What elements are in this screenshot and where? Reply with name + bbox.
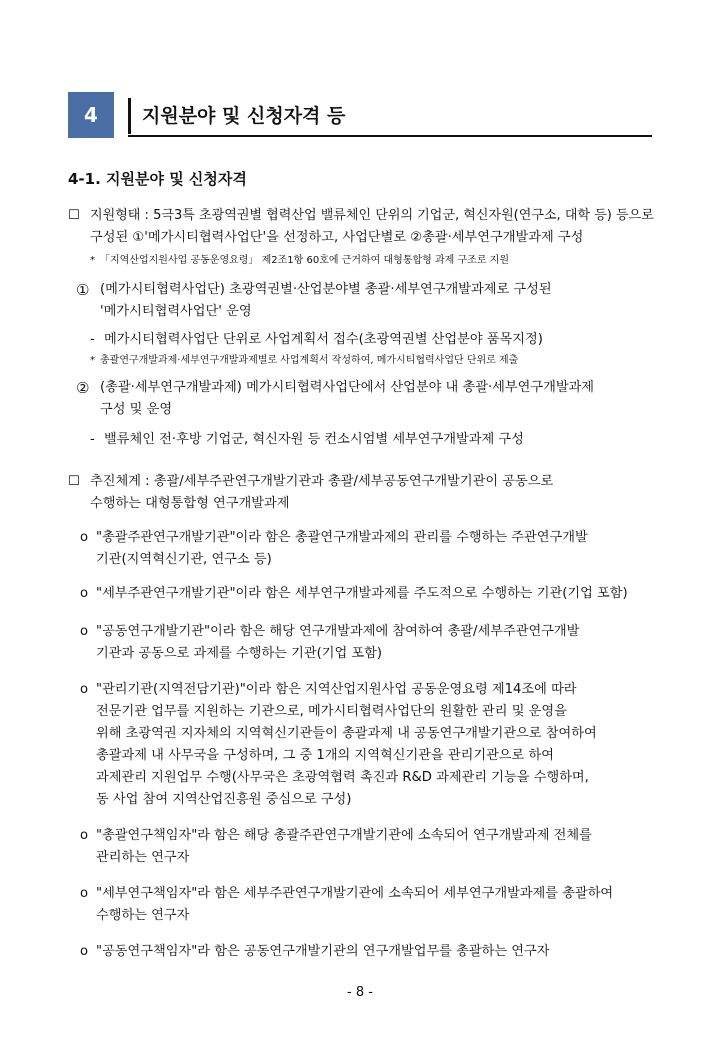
bullet-4-line-4: 총괄과제 내 사무국을 구성하며, 그 중 1개의 지역혁신기관을 관리기관으로 하여 xyxy=(96,748,554,763)
bullet-4-line-2: 전문기관 업무를 지원하는 기관으로, 메가시티협력사업단의 원활한 관리 및 운영을 xyxy=(96,704,567,719)
bullet-4-line-5: 과제관리 지원업무 수행(사무국은 초광역협력 촉진과 R&D 과제관리 기능을 수행하며, xyxy=(96,770,589,785)
section-title: 지원분야 및 신청자격 등 xyxy=(142,105,346,127)
bullet-4-line-3: 위해 초광역권 지자체의 지역혁신기관들이 총괄과제 내 공동연구개발기관으로 참여하여 xyxy=(96,726,597,741)
bullet-circle-icon: o xyxy=(80,828,89,843)
item2-dash-text: 밸류체인 전·후방 기업군, 혁신자원 등 컨소시엄별 세부연구개발과제 구성 xyxy=(104,432,524,447)
section-header xyxy=(68,92,652,138)
circled-two-icon: ② xyxy=(76,379,90,397)
circled-one-icon: ① xyxy=(76,281,90,299)
page-number: - 8 - xyxy=(347,985,373,1000)
dash-mark: - xyxy=(90,432,95,447)
item1-dash-text: 메가시티협력사업단 단위로 사업계획서 접수(초광역권별 산업분야 품목지정) xyxy=(104,332,543,347)
asterisk-mark: * xyxy=(90,255,95,266)
bullet-3-line-1: "공동연구개발기관"이라 함은 해당 연구개발과제에 참여하여 총괄/세부주관연구개발 xyxy=(96,624,580,639)
item2-line-2: 구성 및 운영 xyxy=(100,402,173,417)
item2-line-1: (총괄·세부연구개발과제) 메가시티협력사업단에서 산업분야 내 총괄·세부연구개발과제 xyxy=(100,380,595,395)
bullet-4-line-6: 동 사업 참여 지역산업진흥원 중심으로 구성) xyxy=(96,792,352,807)
block1-note: 「지역산업지원사업 공동운영요령」 제2조1항 60호에 근거하여 대형통합형 과제 구조로 지원 xyxy=(100,255,509,266)
bullet-6-line-1: "세부연구책임자"라 함은 세부주관연구개발기관에 소속되어 세부연구개발과제를 총괄하여 xyxy=(96,886,614,901)
item1-line-1: (메가시티협력사업단) 초광역권별·산업분야별 총괄·세부연구개발과제로 구성된 xyxy=(100,282,552,297)
bullet-circle-icon: o xyxy=(80,886,89,901)
bullet-7-line-1: "공동연구책임자"라 함은 공동연구개발기관의 연구개발업무를 총괄하는 연구자 xyxy=(96,944,550,959)
bullet-2-line-1: "세부주관연구개발기관"이라 함은 세부연구개발과제를 주도적으로 수행하는 기관(기업 포함) xyxy=(96,586,628,601)
subsection-title: 4-1. 지원분야 및 신청자격 xyxy=(68,170,247,188)
bullet-circle-icon: o xyxy=(80,944,89,959)
bullet-5-line-2: 관리하는 연구자 xyxy=(96,850,190,865)
bullet-1-line-2: 기관(지역혁신기관, 연구소 등) xyxy=(96,552,272,567)
bullet-circle-icon: o xyxy=(80,624,89,639)
bullet-6-line-2: 수행하는 연구자 xyxy=(96,908,190,923)
block1-line-1: 지원형태 : 5극3특 초광역권별 협력산업 밸류체인 단위의 기업군, 혁신자원(연구소, 대학 등) 등으로 xyxy=(90,208,654,223)
item1-note: 총괄연구개발과제·세부연구개발과제별로 사업계획서 작성하여, 메가시티협력사업단 단위로 제출 xyxy=(100,355,519,366)
bullet-5-line-1: "총괄연구책임자"라 함은 해당 총괄주관연구개발기관에 소속되어 연구개발과제 전체를 xyxy=(96,828,592,843)
asterisk-mark: * xyxy=(90,355,95,366)
bullet-circle-icon: o xyxy=(80,586,89,601)
block2-line-1: 추진체계 : 총괄/세부주관연구개발기관과 총괄/세부공동연구개발기관이 공동으로 xyxy=(90,474,554,489)
bullet-4-line-1: "관리기관(지역전담기관)"이라 함은 지역산업지원사업 공동운영요령 제14조에 따라 xyxy=(96,682,577,697)
dash-mark: - xyxy=(90,332,95,347)
section-underline xyxy=(128,135,652,137)
bullet-1-line-1: "총괄주관연구개발기관"이라 함은 총괄연구개발과제의 관리를 수행하는 주관연구개발 xyxy=(96,530,588,545)
bullet-circle-icon: o xyxy=(80,530,89,545)
checkbox-square-icon: ☐ xyxy=(68,208,80,223)
section-number-badge: 4 xyxy=(68,92,114,138)
section-title-bar xyxy=(128,98,131,134)
bullet-circle-icon: o xyxy=(80,682,89,697)
block2-line-2: 수행하는 대형통합형 연구개발과제 xyxy=(90,496,290,511)
bullet-3-line-2: 기관과 공동으로 과제를 수행하는 기관(기업 포함) xyxy=(96,646,383,661)
checkbox-square-icon: ☐ xyxy=(68,474,80,489)
block1-line-2: 구성된 ①'메가시티협력사업단'을 선정하고, 사업단별로 ②총괄·세부연구개발과제 구성 xyxy=(90,230,584,245)
item1-line-2: '메가시티협력사업단' 운영 xyxy=(100,304,252,319)
